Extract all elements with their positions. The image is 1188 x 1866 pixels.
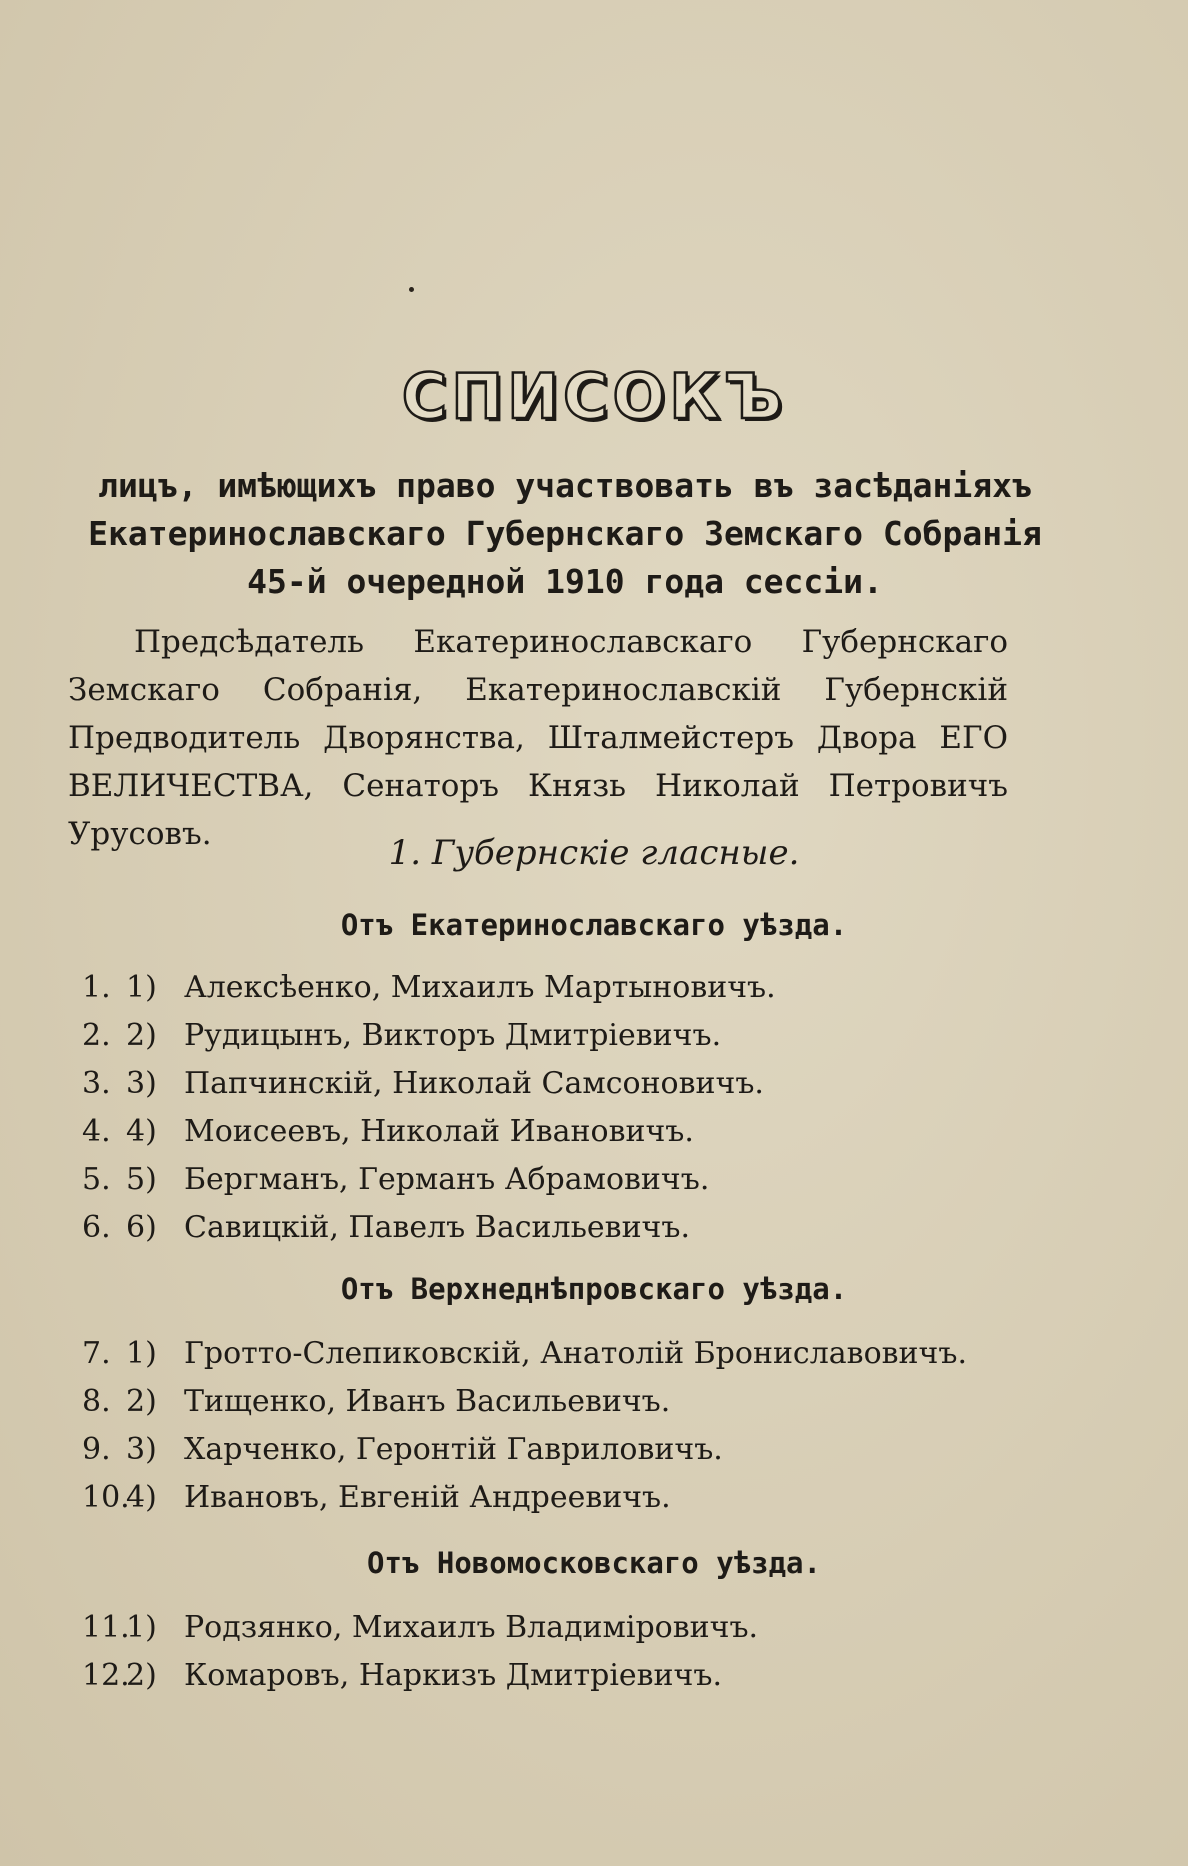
list-item: 8. 2) Тищенко, Иванъ Васильевичъ. — [82, 1384, 671, 1419]
district-heading-2: Отъ Верхнеднѣпровскаго уѣзда. — [340, 1272, 848, 1306]
chairman-paragraph — [68, 618, 1008, 858]
list-item: 1. 1) Алексѣенко, Михаилъ Мартыновичъ. — [82, 970, 776, 1005]
list-item: 4. 4) Моисеевъ, Николай Ивановичъ. — [82, 1114, 694, 1149]
member-list-1 — [82, 964, 1082, 1252]
list-item: 6. 6) Савицкій, Павелъ Васильевичъ. — [82, 1210, 691, 1245]
subtitle-line-1: лицъ, имѣющихъ право участвовать въ засѣданіяхъ — [98, 466, 1032, 505]
list-item: 10.4) Ивановъ, Евгеній Андреевичъ. — [82, 1480, 671, 1515]
section-heading: 1. Губернскіе гласные. — [388, 833, 800, 873]
district-heading-1: Отъ Екатеринославскаго уѣзда. — [340, 908, 848, 942]
list-item: 2. 2) Рудицынъ, Викторъ Дмитріевичъ. — [82, 1018, 722, 1053]
list-item: 12.2) Комаровъ, Наркизъ Дмитріевичъ. — [82, 1658, 723, 1693]
list-item: 3. 3) Папчинскій, Николай Самсоновичъ. — [82, 1066, 764, 1101]
ink-speck — [409, 287, 414, 292]
chairman-text: Предсѣдатель Екатеринославскаго Губернскаго Земскаго Собранія, Екатеринославскій Губернскій Предводитель Дворянства, Шталмейстеръ Двора ЕГО ВЕЛИЧЕСТВА, Сенаторъ Князь Николай Петровичъ Урусовъ. — [68, 624, 1008, 852]
list-item: 7. 1) Гротто-Слепиковскій, Анатолій Брониславовичъ. — [82, 1336, 967, 1371]
district-heading-3: Отъ Новомосковскаго уѣзда. — [367, 1546, 821, 1580]
list-item: 5. 5) Бергманъ, Германъ Абрамовичъ. — [82, 1162, 710, 1197]
subtitle-line-3: 45-й очередной 1910 года сессіи. — [247, 562, 883, 601]
member-list-2 — [82, 1330, 1082, 1522]
page-title: СПИСОКЪ — [401, 360, 787, 433]
subtitle-line-2: Екатеринославскаго Губернскаго Земскаго Собранія — [88, 514, 1042, 553]
subtitle-block — [60, 462, 1070, 606]
list-item: 9. 3) Харченко, Геронтій Гавриловичъ. — [82, 1432, 723, 1467]
member-list-3 — [82, 1604, 1082, 1700]
list-item: 11.1) Родзянко, Михаилъ Владиміровичъ. — [82, 1610, 759, 1645]
